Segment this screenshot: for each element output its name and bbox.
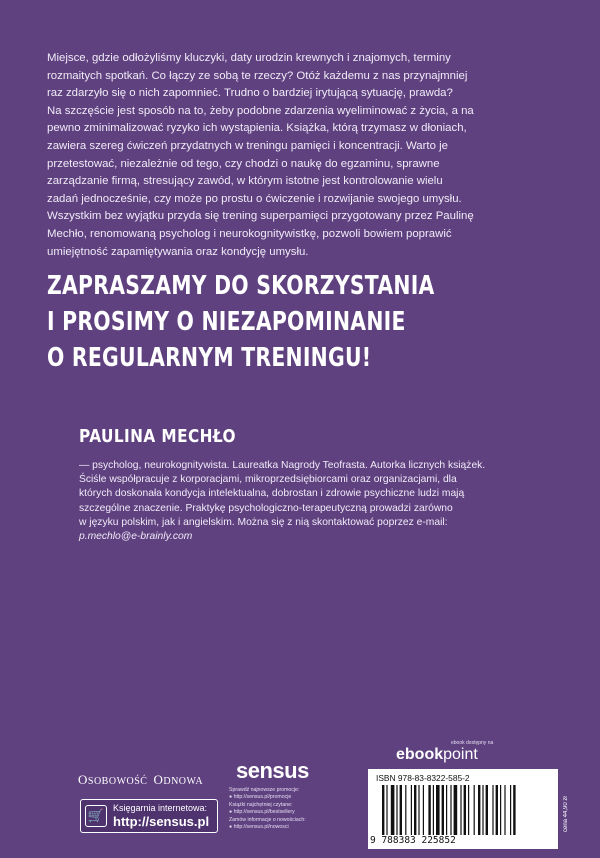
description-line: raz zdarzyło się o nich zapomnieć. Trudno o bardziej irytującą sytuację, prawda? (47, 87, 453, 100)
headline-line: O REGULARNYM TRENINGU! (47, 343, 372, 373)
bio-line: których doskonała kondycja intelektualna, dobrostan i zdrowie psychiczne ludzi mają (79, 488, 465, 500)
headline-line: ZAPRASZAMY DO SKORZYSTANIA (47, 271, 435, 301)
description-line: zawiera szereg ćwiczeń przydatnych w treningu pamięci i koncentracji. Warto je (47, 139, 448, 152)
promo-line: ● http://sensus.pl/promocje (229, 794, 292, 801)
promo-line: Sprawdź najnowsze promocje: (229, 787, 300, 793)
description-line: Na szczęście jest sposób na to, żeby podobne zdarzenia wyeliminować z życia, a na (47, 104, 474, 117)
promo-line: ● http://sensus.pl/nowosci (229, 824, 289, 831)
imprint-logo: OSOBOWOŚĆ ODNOWA (78, 772, 204, 787)
ebookpoint-logo: ebookpoint (396, 746, 478, 763)
bookstore-label: Księgarnia internetowa: (113, 803, 208, 813)
ebook-note: ebook dostępny na (451, 740, 494, 746)
author-email: p.mechlo@e-brainly.com (79, 531, 193, 543)
author-bio (79, 459, 549, 544)
barcode-digits: 9 788383 225852 (370, 835, 456, 846)
bio-line: szczególne znaczenie. Praktykę psychologiczno-terapeutyczną prowadzi zarówno (79, 502, 453, 514)
promo-line: Zamów informacje o nowościach: (229, 816, 306, 823)
barcode-box (368, 769, 558, 849)
description-line: Wszystkim bez wyjątku przyda się trening superpamięci przygotowany przez Paulinę (47, 210, 474, 223)
bookstore-url: http://sensus.pl (113, 814, 210, 829)
headline (47, 268, 567, 376)
bio-line: Ściśle współpracuje z korporacjami, mikroprzedsiębiorcami oraz organizacjami, dla (79, 474, 457, 486)
isbn-text: ISBN 978-83-8322-585-2 (376, 773, 470, 783)
promo-links (229, 787, 359, 831)
description-line: umiejętność zapamiętywania oraz kondycję umysłu. (47, 245, 309, 258)
barcode-icon (382, 785, 544, 835)
description-line: pewno zminimalizować ryzyko ich wystąpienia. Książka, którą trzymasz w dłoniach, (47, 122, 467, 135)
price: cena 44,90 zł (563, 796, 569, 832)
cart-icon: 🛒 (85, 805, 107, 827)
promo-line: Książki najchętniej czytane: (229, 801, 293, 808)
bio-line: — psycholog, neurokognitywista. Laureatka Nagrody Teofrasta. Autorka licznych książek. (79, 460, 486, 471)
description-line: rozmaitych spotkań. Co łączy ze sobą te rzeczy? Otóż każdemu z nas przynajmniej (47, 69, 468, 82)
book-description (47, 50, 565, 261)
bookstore-box (80, 799, 218, 833)
headline-line: I PROSIMY O NIEZAPOMINANIE (47, 307, 406, 337)
description-line: zarządzanie firmą, stresujący zawód, w którym istotne jest kontrolowanie wielu (47, 175, 443, 188)
description-line: zadań jednocześnie, czy może po prostu o ćwiczenie i rozwijanie swojego umysłu. (47, 192, 462, 205)
promo-line: ● http://sensus.pl/bestsellery (229, 809, 295, 816)
description-line: Mechło, renomowaną psycholog i neurokognitywistkę, pozwoli bowiem poprawić (47, 227, 452, 240)
bio-line: w języku polskim, jak i angielskim. Można się z nią skontaktować poprzez e-mail: (79, 516, 448, 528)
author-name: PAULINA MECHŁO (79, 426, 236, 447)
description-line: Miejsce, gdzie odłożyliśmy kluczyki, daty urodzin krewnych i znajomych, terminy (47, 52, 451, 64)
publisher-logo: sensus (236, 758, 309, 783)
bio-line (79, 530, 549, 544)
description-line: przetestować, niezależnie od tego, czy chodzi o naukę do egzaminu, sprawne (47, 157, 440, 170)
